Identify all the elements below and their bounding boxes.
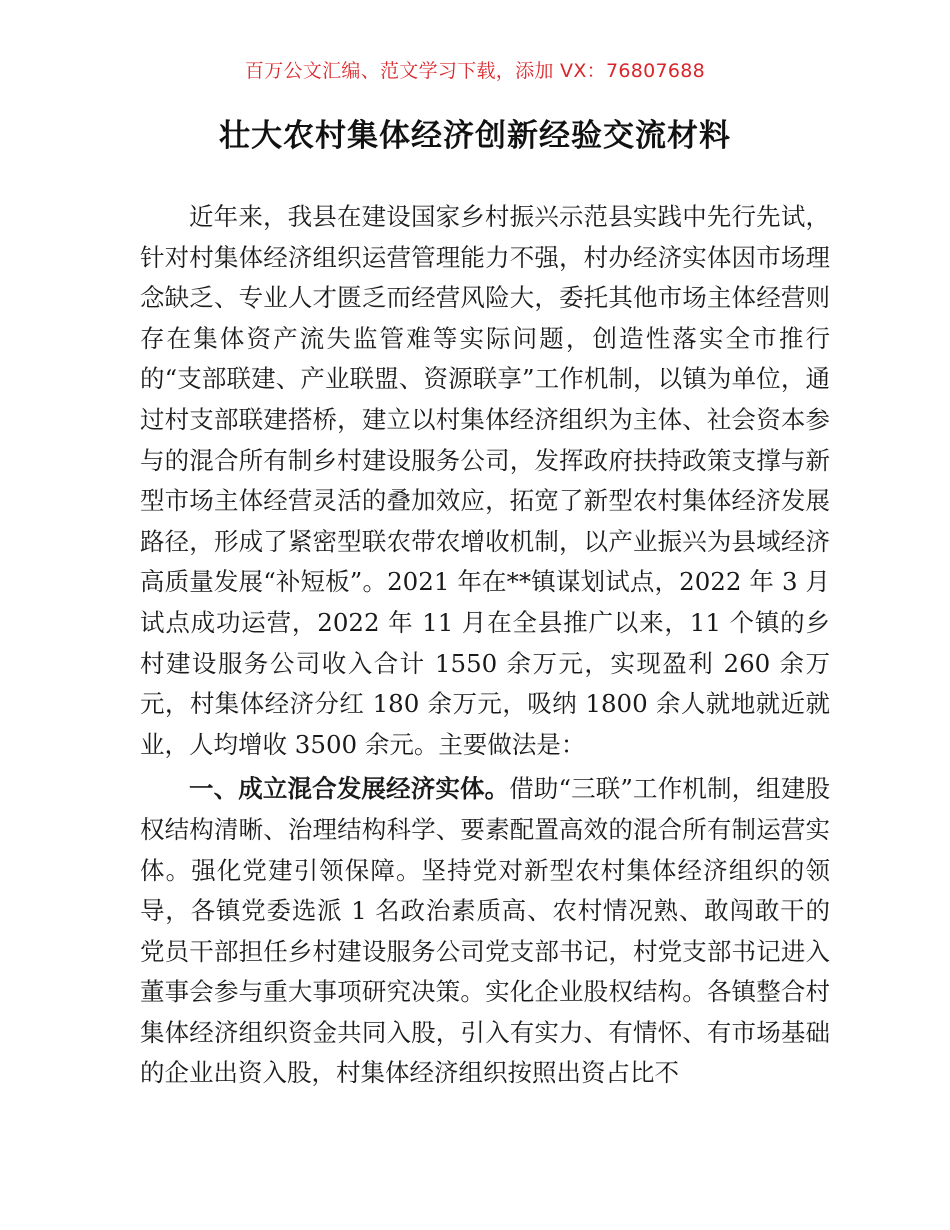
paragraph-intro xyxy=(140,197,830,765)
paragraph-section-1 xyxy=(140,769,830,1094)
document-title: 壮大农村集体经济创新经验交流材料 xyxy=(219,118,731,154)
paragraph-text: 近年来，我县在建设国家乡村振兴示范县实践中先行先试，针对村集体经济组织运营管理能力不强，村办经济实体因市场理念缺乏、专业人才匮乏而经营风险大，委托其他市场主体经营则存在集体资产流失监管难等实际问题，创造性落实全市推行的“支部联建、产业联盟、资源联享”工作机制，以镇为单位，通过村支部联建搭桥，建立以村集体经济组织为主体、社会资本参与的混合所有制乡村建设服务公司，发挥政府扶持政策支撑与新型市场主体经营灵活的叠加效应，拓宽了新型农村集体经济发展路径，形成了紧密型联农带农增收机制，以产业振兴为县域经济高质量发展“补短板”。2021 年在**镇谋划试点，2022 年 3 月试点成功运营，2022 年 11 月在全县推广以来，11 个镇的乡村建设服务公司收入合计 1550 余万元，实现盈利 260 余万元，村集体经济分红 180 余万元，吸纳 1800 余人就地就近就业，人均增收 3500 余元。主要做法是： xyxy=(140,202,830,759)
paragraph-text: 借助“三联”工作机制，组建股权结构清晰、治理结构科学、要素配置高效的混合所有制运营实体。强化党建引领保障。坚持党对新型农村集体经济组织的领导，各镇党委选派 1 名政治素质高、农村情况熟、敢闯敢干的党员干部担任乡村建设服务公司党支部书记，村党支部书记进入董事会参与重大事项研究决策。实化企业股权结构。各镇整合村集体经济组织资金共同入股，引入有实力、有情怀、有市场基础的企业出资入股，村集体经济组织按照出资占比不 xyxy=(140,774,830,1088)
document-body xyxy=(140,197,830,1094)
header-promo-note: 百万公文汇编、范文学习下载，添加 VX：76807688 xyxy=(244,60,706,82)
section-heading: 一、成立混合发展经济实体。 xyxy=(189,774,510,804)
